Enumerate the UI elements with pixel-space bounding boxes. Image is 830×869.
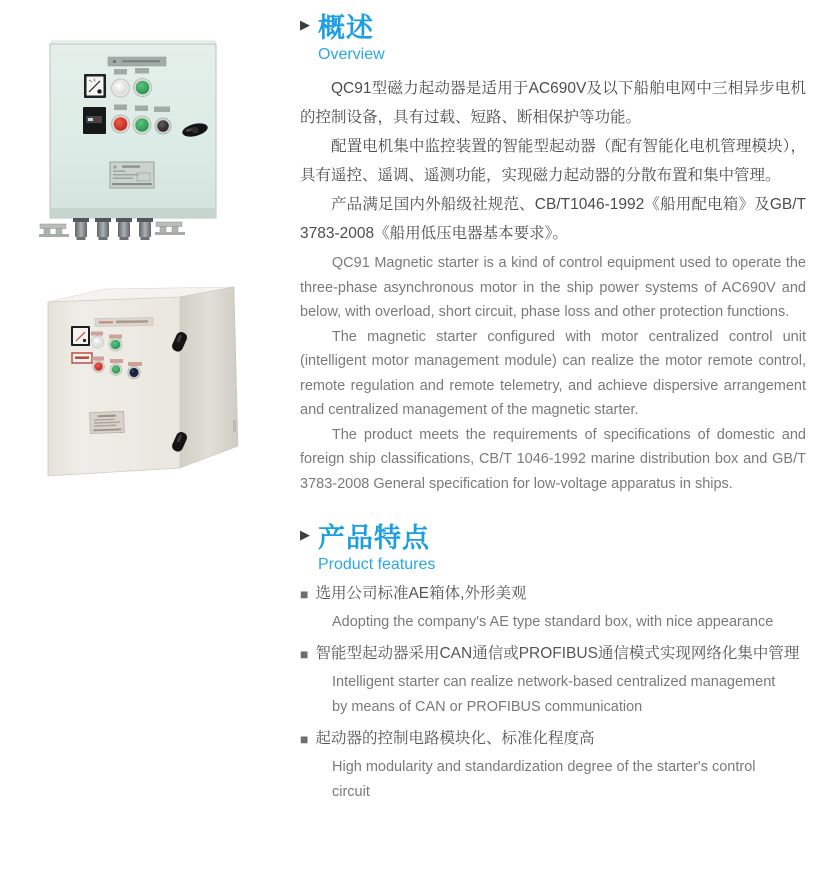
- section-arrow-icon: ▶: [300, 17, 310, 32]
- overview-english-paragraphs: [300, 251, 806, 496]
- section-product-features: [300, 522, 806, 805]
- feature-text-cn: 智能型起动器采用CAN通信或PROFIBUS通信模式实现网络化集中管理: [315, 645, 800, 662]
- mounting-bracket-right: [155, 222, 185, 235]
- button-label: [114, 105, 127, 111]
- control-cabinet-front-illustration: [38, 40, 238, 250]
- hinge: [233, 420, 236, 432]
- feature-bullet-icon: ■: [300, 586, 309, 602]
- green-pushbutton: [134, 79, 152, 97]
- feature-bullet-icon: ■: [300, 731, 309, 747]
- green-pushbutton-2: [133, 116, 151, 134]
- white-pushbutton-2: [92, 336, 104, 348]
- paragraph-en: The magnetic starter configured with motor centralized control unit (intelligent motor management module) can realize the motor remote control, remote regulation and remote telemetry, and achieve dispersive arrangement and centralized management of the magnetic starter.: [300, 328, 806, 418]
- features-header: [300, 522, 806, 575]
- paragraph-cn: QC91型磁力起动器是适用于AC690V及以下船舶电网中三相异步电机的控制设备，具有过载、短路、断相保护等功能。: [300, 80, 806, 126]
- tag-label-strip-2: [95, 317, 153, 326]
- feature-bullet-icon: ■: [300, 646, 309, 662]
- navy-pushbutton: [128, 366, 140, 378]
- product-photo-front-view: [38, 40, 238, 250]
- overview-header: [300, 12, 806, 65]
- feature-text-en: Adopting the company's AE type standard box, with nice appearance: [332, 614, 774, 630]
- features-title-cn: 产品特点: [318, 523, 430, 553]
- section-overview: [300, 12, 806, 496]
- content-column: [300, 12, 806, 814]
- product-photo-perspective-view: [40, 280, 250, 490]
- cabinet2-side-face: [180, 287, 238, 468]
- button-label: [128, 362, 142, 366]
- white-pushbutton: [112, 79, 130, 97]
- feature-item: [300, 584, 806, 635]
- black-pushbutton: [155, 118, 171, 134]
- button-label: [135, 68, 149, 74]
- red-pushbutton: [112, 115, 130, 133]
- paragraph-cn: 产品满足国内外船级社规范、CB/T1046-1992《船用配电箱》及GB/T 3783-2008《船用低压电器基本要求》。: [300, 196, 806, 242]
- feature-text-cn: 起动器的控制电路模块化、标准化程度高: [315, 730, 595, 747]
- warning-label-plate: [72, 353, 92, 363]
- feature-text-en: High modularity and standardization degree of the starter's control circuit: [332, 759, 756, 800]
- features-title-en: Product features: [318, 556, 436, 573]
- feature-text-cn: 选用公司标准AE箱体,外形美观: [315, 585, 527, 602]
- overview-title-cn: 概述: [318, 13, 374, 43]
- nameplate: [110, 162, 154, 188]
- red-pushbutton-2: [93, 361, 105, 373]
- circuit-breaker: [83, 107, 106, 134]
- green-pushbutton-3: [109, 338, 122, 351]
- feature-text-en: Intelligent starter can realize network-based centralized management by means of CAN or PROFIBUS communication: [332, 674, 776, 715]
- button-label: [110, 359, 123, 363]
- feature-list: [300, 584, 806, 805]
- ammeter-gauge: [84, 74, 106, 98]
- green-pushbutton-4: [110, 364, 122, 376]
- paragraph-cn: 配置电机集中监控装置的智能型起动器（配有智能化电机管理模块），具有遥控、遥调、遥测功能，实现磁力起动器的分散布置和集中管理。: [300, 138, 806, 184]
- button-label: [92, 357, 104, 361]
- button-label: [114, 69, 127, 75]
- nameplate-2: [90, 411, 125, 433]
- product-photo-gallery: [0, 0, 290, 520]
- mounting-bracket-left: [39, 224, 69, 237]
- paragraph-en: The product meets the requirements of specifications of domestic and foreign ship classifications, CB/T 1046-1992 marine distribution box and GB/T 3783-2008 General specification for low-voltage apparatus in ships.: [300, 426, 806, 492]
- paragraph-en: QC91 Magnetic starter is a kind of control equipment used to operate the three-phase asynchronous motor in the ship power systems of AC690V and below, with overload, short circuit, phase loss and other protection functions.: [300, 255, 806, 320]
- button-label: [154, 107, 170, 113]
- feature-item: [300, 729, 806, 805]
- overview-title-en: Overview: [318, 46, 385, 63]
- feature-item: [300, 644, 806, 720]
- overview-chinese-paragraphs: [300, 74, 806, 248]
- button-label: [91, 332, 103, 336]
- cable-glands: [73, 218, 153, 240]
- cabinet-bottom-edge: [51, 208, 215, 217]
- ammeter-gauge-2: [71, 326, 90, 346]
- control-cabinet-perspective-illustration: [40, 280, 250, 490]
- button-label: [135, 106, 148, 112]
- section-arrow-icon: ▶: [300, 527, 310, 542]
